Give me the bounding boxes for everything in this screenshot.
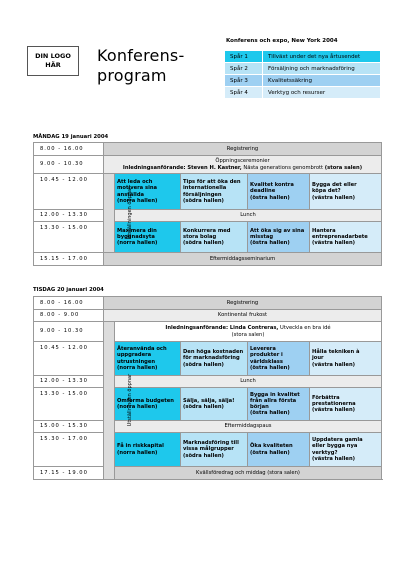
schedule-row [34,174,382,210]
session-room: (norra hallen) [117,240,158,247]
session-line: byggnadsyta [117,233,155,240]
session-room: (södra hallen) [183,404,224,410]
session-lunch: Lunch [115,376,382,388]
schedule-row [34,467,382,480]
session-room: (södra hallen) [183,452,224,459]
session-line: Kvalitet kontra [250,182,294,189]
keynote-topic: Nästa generations genombrott [241,164,324,171]
time-slot: 13.30 - 15.00 [34,222,104,253]
session-line: Maximera din [117,227,157,234]
track-label: Spår 4 [225,87,263,99]
schedule-row [34,222,382,253]
keynote-venue: (stora salen) [324,164,363,171]
session-line: Hålla tekniken à [312,349,360,356]
logo-line-2: HÄR [45,61,61,69]
exhibition-open-label [104,322,134,480]
keynote-line [106,165,379,171]
time-slot: 8.00 - 16.00 [34,297,104,310]
session-room: (södra hallen) [183,240,224,247]
session-track-2 [181,222,248,253]
session-track-4 [310,342,382,376]
session-room: (södra hallen) [183,197,224,204]
session-line: vissa målgrupper [183,446,234,453]
session-room: (östra hallen) [250,449,290,456]
track-label: Spår 2 [225,63,263,75]
session-line: Att öka sig av sina [250,227,305,234]
session-line: anställda [117,191,145,198]
day2-schedule [33,296,382,480]
session-line: Bygga in kvalitet [250,391,300,398]
session-breakfast: Kontinental frukost [104,310,382,322]
day2-heading: TISDAG 20 januari 2004 [33,287,104,293]
session-track-2 [181,433,248,467]
session-track-1 [115,388,181,421]
session-room: (östra hallen) [250,364,290,371]
session-line: internationella [183,185,227,192]
schedule-row [34,421,382,433]
session-room: (södra hallen) [183,361,224,368]
session-line: entreprenadarbete [312,233,368,240]
title-line-1: Konferens- [97,46,185,65]
session-track-4 [310,388,382,421]
session-track-1 [115,174,181,210]
schedule-row [34,388,382,421]
time-slot: 10.45 - 12.00 [34,342,104,376]
session-room: (norra hallen) [117,197,158,204]
session-room: (västra hallen) [312,455,356,462]
session-line: Sälja, sälja, sälja! [183,397,235,404]
session-keynote [104,156,382,174]
session-room: (norra hallen) [117,364,158,371]
session-line: jour [312,355,324,362]
track-label: Spår 3 [225,75,263,87]
vertical-text: Utställningen öppnar [127,374,134,427]
session-track-1 [115,222,181,253]
page-title [97,46,184,86]
session-room: (norra hallen) [117,449,158,456]
time-slot: 15.15 - 17.00 [34,253,104,266]
keynote-topic: Utveckla en bra idé [278,325,331,332]
session-line: Den höga kostnaden [183,349,244,356]
session-line: Leverera [250,346,276,353]
session-track-3 [248,174,310,210]
track-name: Tillväxt under det nya årtusendet [263,51,381,63]
keynote-venue: (stora salen) [231,331,265,338]
track-name: Kvalitetssäkring [263,75,381,87]
session-room: (norra hallen) [117,404,158,410]
session-line: Öka kvaliteten [250,443,293,450]
session-break: Eftermiddagspaus [115,421,382,433]
time-slot: 12.00 - 13.30 [34,376,104,388]
session-heading: Öppningsceremonier [215,158,270,165]
day1-schedule [33,142,382,266]
title-line-2: program [97,66,167,85]
session-line: eller bygga nya [312,443,358,450]
session-line: uppgradera [117,352,152,359]
session-afternoon-seminar: Eftermiddagsseminarium [104,253,382,266]
schedule-row [34,310,382,322]
track-row [225,75,381,87]
session-track-3 [248,342,310,376]
session-line: från allra första [250,397,297,404]
session-keynote [115,322,382,342]
session-line: försäljningen [183,191,222,198]
track-row [225,87,381,99]
session-line: utrustningen [117,358,156,365]
session-track-2 [181,388,248,421]
time-slot: 15.00 - 15.30 [34,421,104,433]
session-track-4 [310,222,382,253]
session-evening: Kvällsföredrag och middag (stora salen) [115,467,382,480]
schedule-row [34,322,382,342]
session-registration: Registrering [104,297,382,310]
session-line: Att leda och [117,179,153,186]
session-track-3 [248,222,310,253]
day1-heading: MÅNDAG 19 januari 2004 [33,134,109,140]
session-line: Bygga det eller [312,182,357,189]
logo-placeholder [27,46,79,76]
tracks-legend [224,50,381,99]
session-track-3 [248,388,310,421]
time-slot: 13.30 - 15.00 [34,388,104,421]
session-registration: Registrering [104,143,382,156]
time-slot: 10.45 - 12.00 [34,174,104,210]
schedule-row [34,253,382,266]
track-row [225,51,381,63]
time-slot: 8.00 - 16.00 [34,143,104,156]
time-slot: 9.00 - 10.30 [34,156,104,174]
session-line: Tips för att öka den [183,179,241,186]
session-line: produkter i [250,352,283,359]
schedule-row [34,156,382,174]
schedule-row [34,210,382,222]
session-room: (västra hallen) [312,194,356,201]
session-line: Omforma budgeten [117,397,174,404]
event-name: Konferens och expo, New York 2004 [226,38,338,44]
session-lunch: Lunch [115,210,382,222]
session-track-1 [115,342,181,376]
session-room: (östra hallen) [250,240,290,247]
time-slot: 12.00 - 13.30 [34,210,104,222]
session-line: deadline [250,188,276,195]
session-room: (östra hallen) [250,194,290,201]
time-slot: 8.00 - 9.00 [34,310,104,322]
keynote-speaker: Inledningsanförande: Steven H. Kastner, [122,164,242,171]
session-line: Hantera [312,227,336,234]
session-line: Marknadsföring till [183,440,239,447]
track-name: Försäljning och marknadsföring [263,63,381,75]
vertical-text: Utställningen öppnar [127,186,134,240]
session-line: motivera sina [117,185,158,192]
session-track-2 [181,174,248,210]
session-line: för marknadsföring [183,355,240,362]
session-track-2 [181,342,248,376]
session-line: köpa det? [312,188,341,195]
session-line: stora bolag [183,233,217,240]
track-name: Verktyg och resurser [263,87,381,99]
schedule-row [34,342,382,376]
track-row [225,63,381,75]
session-track-4 [310,433,382,467]
session-line: verktyg? [312,449,338,456]
schedule-row [34,143,382,156]
session-line: Uppdatera gamla [312,437,363,444]
session-room: (västra hallen) [312,240,356,247]
schedule-row [34,297,382,310]
session-track-3 [248,433,310,467]
keynote-speaker: Inledningsanförande: Linda Contreras, [165,325,279,332]
track-label: Spår 1 [225,51,263,63]
session-line: början [250,404,269,410]
session-line: Förbättra [312,394,340,401]
session-line: världsklass [250,358,283,365]
time-slot: 17.15 - 19.00 [34,467,104,480]
session-line: Konkurrera med [183,227,231,234]
session-line: misstag [250,233,274,240]
session-room: (östra hallen) [250,410,290,417]
session-room: (västra hallen) [312,361,356,368]
time-slot: 15.30 - 17.00 [34,433,104,467]
session-room: (västra hallen) [312,407,356,414]
schedule-row [34,376,382,388]
session-track-1 [115,433,181,467]
schedule-row [34,433,382,467]
session-line: Få in riskkapital [117,443,164,450]
session-line: Återanvända och [117,346,167,353]
session-line: prestationerna [312,400,356,407]
logo-line-1: DIN LOGO [35,52,71,60]
session-track-4 [310,174,382,210]
time-slot: 9.00 - 10.30 [34,322,104,342]
